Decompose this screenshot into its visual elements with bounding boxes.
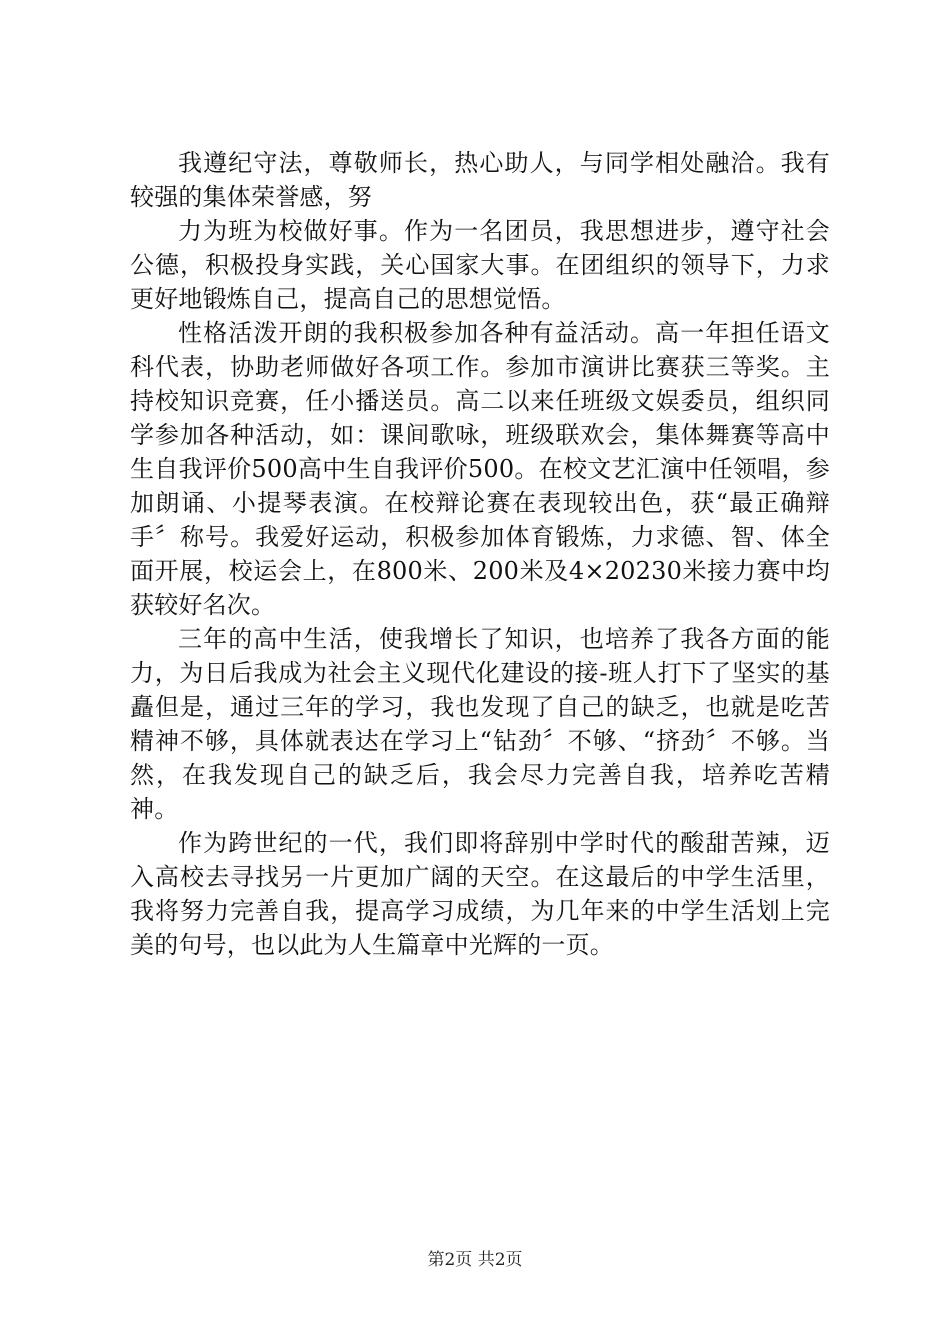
paragraph-5: 作为跨世纪的一代，我们即将辞别中学时代的酸甜苦辣，迈入高校去寻找另一片更加广阔的天空。在这最后的中学生活里，我将努力完善自我，提高学习成绩，为几年来的中学生活划上完美的句号，也以此为人生篇章中光辉的一页。 [130,829,830,959]
paragraph-4: 三年的高中生活，使我增长了知识，也培养了我各方面的能力，为日后我成为社会主义现代化建设的接-班人打下了坚实的基矗但是，通过三年的学习，我也发现了自己的缺乏，也就是吃苦精神不够，具体就表达在学习上“钻劲〞不够、“挤劲〞不够。当然，在我发现自己的缺乏后，我会尽力完善自我，培养吃苦精神。 [130,625,830,823]
paragraph-3: 性格活泼开朗的我积极参加各种有益活动。高一年担任语文科代表，协助老师做好各项工作。参加市演讲比赛获三等奖。主持校知识竞赛，任小播送员。高二以来任班级文娱委员，组织同学参加各种活动，如：课间歌咏，班级联欢会，集体舞赛等高中生自我评价500高中生自我评价500。在校文艺汇演中任领唱，参加朗诵、小提琴表演。在校辩论赛在表现较出色，获“最正确辩手〞称号。我爱好运动，积极参加体育锻炼，力求德、智、体全面开展，校运会上，在800米、200米及4×20230米接力赛中均获较好名次。 [130,319,830,619]
paragraph-1: 我遵纪守法，尊敬师长，热心助人，与同学相处融洽。我有较强的集体荣誉感，努 [130,149,830,211]
page-number-footer: 第2页 共2页 [427,1250,523,1270]
paragraph-2: 力为班为校做好事。作为一名团员，我思想进步，遵守社会公德，积极投身实践，关心国家大事。在团组织的领导下，力求更好地锻炼自己，提高自己的思想觉悟。 [130,217,830,313]
document-body [130,146,830,962]
